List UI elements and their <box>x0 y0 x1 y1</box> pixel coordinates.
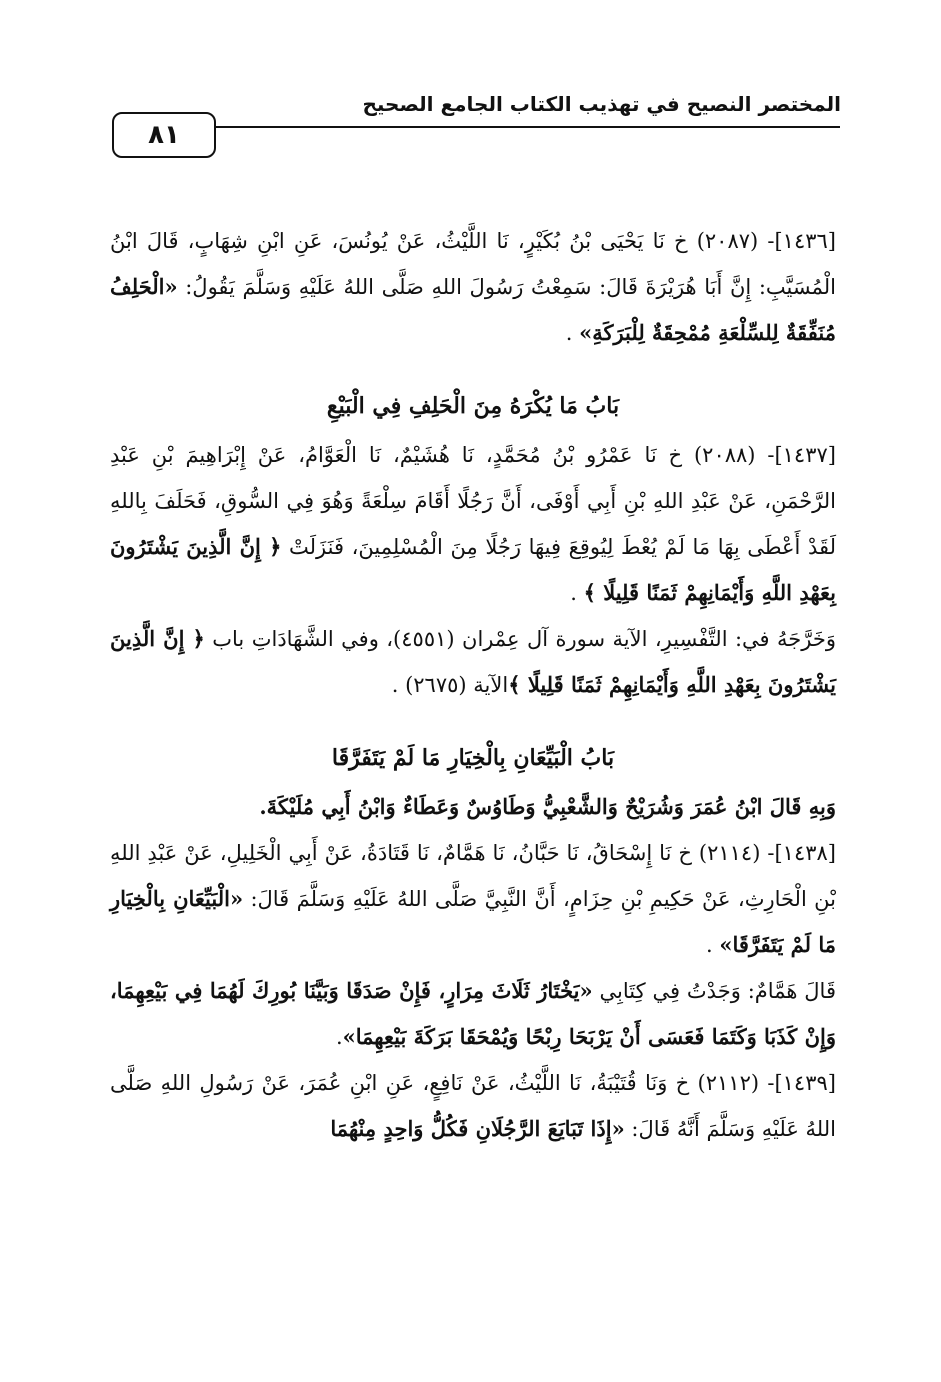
hadith-number: [١٤٣٧]- (٢٠٨٨) <box>682 443 836 467</box>
text-paragraph <box>110 784 836 830</box>
text-paragraph <box>110 218 836 356</box>
quran-verse: ﴿ إِنَّ الَّذِينَ يَشْتَرُونَ بِعَهْدِ اللَّهِ وَأَيْمَانِهِمْ ثَمَنًا قَلِيلًا ﴾ <box>110 626 836 697</box>
chapter-heading: بَابُ الْبَيِّعَانِ بِالْخِيَارِ مَا لَمْ يَتَفَرَّقَا <box>331 745 615 771</box>
book-title: المختصر النصيح في تهذيب الكتاب الجامع الصحيح <box>362 92 841 116</box>
paragraph-text: وَخَرَّجَهُ في: التَّفْسِيرِ، الآية سورة آل عِمْران (٤٥٥١)، وفي الشَّهَادَاتِ باب <box>204 627 836 651</box>
hadith-number: [١٤٣٦]- (٢٠٨٧) <box>687 229 836 253</box>
chapter-heading: بَابُ مَا يُكْرَهُ مِنَ الْحَلِفِ فِي الْبَيْعِ <box>326 393 620 419</box>
paragraph-text: قَالَ هَمَّامٌ: وَجَدْتُ فِي كِتَابِي <box>592 979 836 1003</box>
paragraph-text: خ نَا يَحْيَى بْنُ بُكَيْرٍ، نَا اللَّيْثُ، عَنْ يُونُسَ، عَنِ ابْنِ شِهَابٍ، قَالَ ابْنُ الْمُسَيَّبِ: إِنَّ أَبَا هُرَيْرَةَ قَالَ: سَمِعْتُ رَسُولَ اللهِ صَلَّى اللهُ عَلَيْهِ وَسَلَّمَ يَقُولُ: <box>110 229 836 299</box>
paragraph-text: الآية (٢٦٧٥) . <box>391 673 509 697</box>
quran-verse: ﴿ إِنَّ الَّذِينَ يَشْتَرُونَ بِعَهْدِ اللَّهِ وَأَيْمَانِهِمْ ثَمَنًا قَلِيلًا ﴾ <box>110 534 836 605</box>
paragraph-text: . <box>565 321 580 345</box>
hadith-number: [١٤٣٩]- (٢١١٢) <box>689 1071 836 1095</box>
hadith-number: [١٤٣٨]- (٢١١٤) <box>691 841 836 865</box>
paragraph-text: . <box>706 933 720 957</box>
text-paragraph <box>110 830 836 968</box>
text-paragraph <box>110 432 836 616</box>
page-number: ٨١ <box>112 112 216 158</box>
text-paragraph <box>110 968 836 1060</box>
paragraph-text: . <box>335 1025 343 1049</box>
hadith-text: «يَخْتَارُ ثَلَاثَ مِرَارٍ، فَإِنْ صَدَقَا وَبَيَّنَا بُورِكَ لَهُمَا فِي بَيْعِهِمَا، وَإِنْ كَذَبَا وَكَتَمَا فَعَسَى أَنْ يَرْبَحَا رِبْحًا وَيُمْحَقَا بَرَكَةَ بَيْعِهِمَا» <box>110 978 836 1049</box>
text-paragraph <box>110 616 836 708</box>
paragraph-text: خ نَا عَمْرُو بْنُ مُحَمَّدٍ، نَا هُشَيْمٌ، نَا الْعَوَّامُ، عَنْ إِبْرَاهِيمَ بْنِ عَبْدِ الرَّحْمَنِ، عَنْ عَبْدِ اللهِ بْنِ أَبِي أَوْفَى، أَنَّ رَجُلًا أَقَامَ سِلْعَةً وَهُوَ فِي السُّوقِ، فَحَلَفَ بِاللهِ لَقَدْ أَعْطَى بِهَا مَا لَمْ يُعْطَ لِيُوقِعَ فِيهَا رَجُلًا مِنَ الْمُسْلِمِينَ، فَنَزَلَتْ <box>110 443 836 559</box>
hadith-text: وَبِهِ قَالَ ابْنُ عُمَرَ وَشُرَيْحٌ وَالشَّعْبِيُّ وَطَاوُسٌ وَعَطَاءٌ وَابْنُ أَبِي مُلَيْكَةَ. <box>259 794 836 819</box>
hadith-text: «الْبَيِّعَانِ بِالْخِيَارِ مَا لَمْ يَتَفَرَّقَا» <box>110 886 836 957</box>
hadith-text: «الْحَلِفُ مُنَفِّقَةٌ لِلسِّلْعَةِ مُمْحِقَةٌ لِلْبَرَكَةِ» <box>110 274 836 345</box>
page-body <box>110 218 836 1152</box>
paragraph-text: خ نَا إِسْحَاقُ، نَا حَبَّانُ، نَا هَمَّامٌ، نَا قَتَادَةُ، عَنْ أَبِي الْخَلِيلِ، عَنْ عَبْدِ اللهِ بْنِ الْحَارِثِ، عَنْ حَكِيمِ بْنِ حِزَامٍ، أَنَّ النَّبِيَّ صَلَّى اللهُ عَلَيْهِ وَسَلَّمَ قَالَ: <box>110 841 836 911</box>
paragraph-text: . <box>570 581 584 605</box>
paragraph-text: خ وَنَا قُتَيْبَةُ، نَا اللَّيْثُ، عَنْ نَافِعٍ، عَنِ ابْنِ عُمَرَ، عَنْ رَسُولِ اللهِ صَلَّى اللهُ عَلَيْهِ وَسَلَّمَ أَنَّهُ قَالَ: <box>110 1071 836 1141</box>
text-paragraph <box>110 1060 836 1152</box>
header-rule <box>112 126 840 128</box>
hadith-text: «إِذَا تَبَايَعَ الرَّجُلَانِ فَكُلُّ وَاحِدٍ مِنْهُمَا <box>330 1116 625 1141</box>
